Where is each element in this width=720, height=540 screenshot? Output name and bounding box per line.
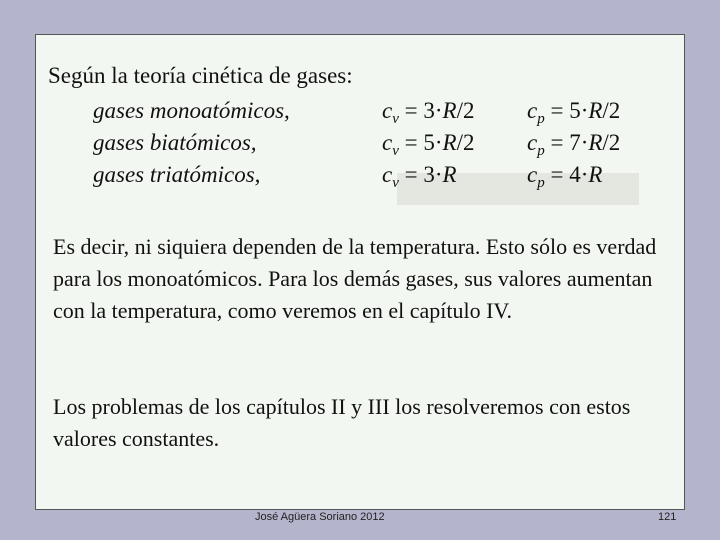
row-diatomic [36, 130, 686, 162]
gas-label: gases biatómicos, [93, 130, 257, 155]
gas-label: gases triatómicos, [93, 162, 261, 187]
gas-label: gases monoatómicos, [93, 98, 290, 123]
paragraph-temperature: Es decir, ni siquiera dependen de la temperatura. Esto sólo es verdad para los monoatómicos. Para los demás gases, sus valores aumentan con la temperatura, como veremos en el capítulo IV. [53, 234, 657, 323]
cp-formula: $c_p = 5\cdot R/2$ [527, 98, 621, 127]
intro-text: Según la teoría cinética de gases: [48, 63, 353, 88]
paragraph-problems: Los problemas de los capítulos II y III los resolveremos con estos valores constantes. [53, 394, 631, 451]
cp-formula: $c_p = 4\cdot R$ [527, 162, 603, 191]
footer-page-number: 121 [658, 511, 677, 523]
row-monoatomic [36, 98, 686, 130]
cv-formula: $c_v = 5\cdot R/2$ [382, 130, 475, 159]
cv-formula: $c_v = 3\cdot R$ [382, 162, 457, 191]
cv-formula: $c_v = 3\cdot R/2$ [382, 98, 475, 127]
cp-formula: $c_p = 7\cdot R/2$ [527, 130, 621, 159]
footer-author: José Agüera Soriano 2012 [255, 511, 385, 523]
slide [35, 34, 685, 523]
row-triatomic [36, 162, 686, 194]
